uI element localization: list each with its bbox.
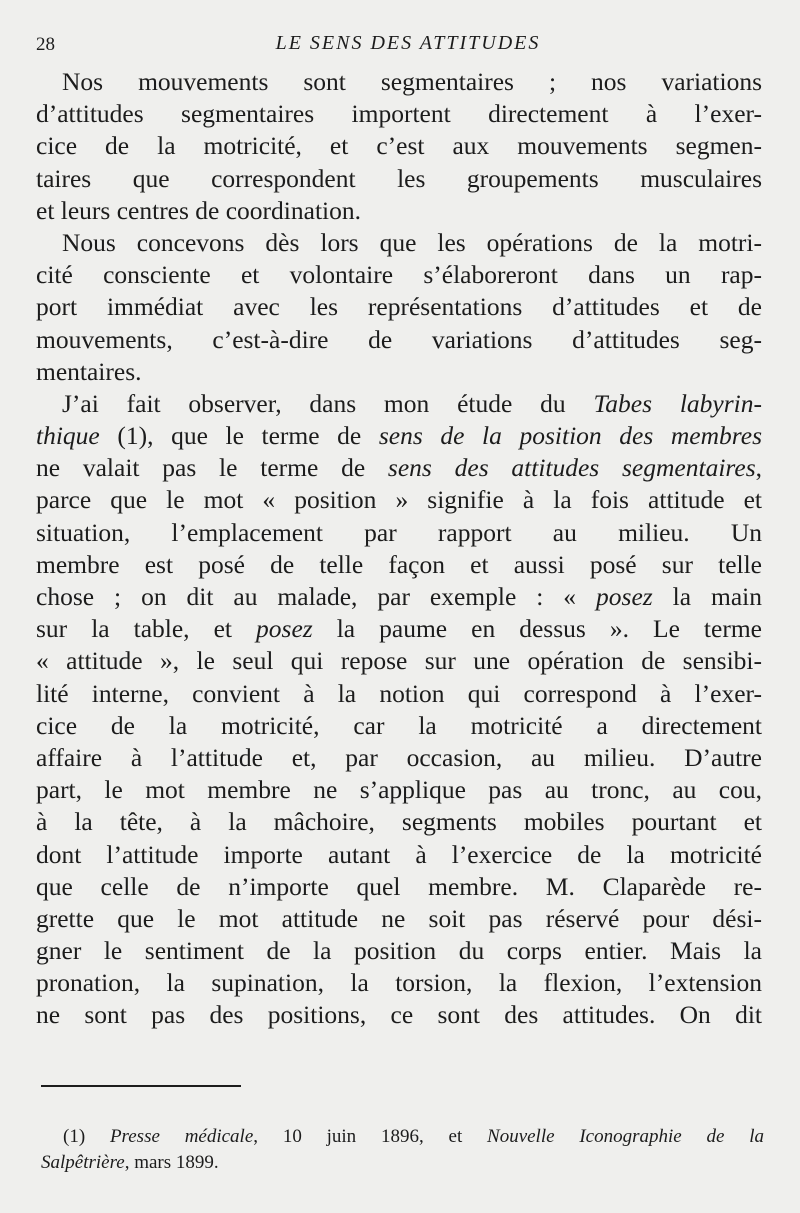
text-line: part, le mot membre ne s’applique pas au tronc, au cou, [36,775,762,805]
text-line: dont l’attitude importe autant à l’exercice de la motricité [36,839,762,869]
italic-title: Presse médicale [109,1126,254,1147]
text-line: port immédiat avec les représentations d’attitudes et de [36,292,762,322]
text-line: situation, l’emplacement par rapport au milieu. Un [36,517,762,547]
text-segment: chose ; on dit au malade, par exemple : « [36,582,597,611]
italic-term: sens des attitudes segmentaires [387,453,756,483]
italic-title: thique [36,421,100,451]
text-line: lité interne, convient à la notion qui correspond à l’exer- [36,678,762,708]
text-line [36,581,762,613]
text-line: parce que le mot « position » signifie à la fois attitude et [36,485,762,515]
text-segment: , 10 juin 1896, et [253,1126,488,1147]
text-line: cice de la motricité, car la motricité a directement [36,710,762,740]
text-line: et leurs centres de coordination. [36,195,362,225]
page-number: 28 [36,34,55,55]
text-segment: ne valait pas le terme de [36,453,388,483]
text-line [36,420,762,452]
text-line: Nous concevons dès lors que les opérations de la motri- [62,227,762,257]
italic-term: posez [256,614,313,644]
text-line: taires que correspondent les groupements musculaires [36,163,762,193]
running-title: LE SENS DES ATTITUDES [275,32,541,54]
italic-title: Salpêtrière [41,1152,125,1173]
text-line: grette que le mot attitude ne soit pas réservé pour dési- [36,903,762,933]
text-segment: , [755,453,762,483]
text-segment: J’ai fait observer, dans mon étude du [62,388,594,418]
text-line: affaire à l’attitude et, par occasion, au milieu. D’autre [36,742,762,772]
footnote-line [41,1150,764,1176]
italic-title: Nouvelle Iconographie de la [487,1126,765,1147]
text-segment: (1), que le terme de [99,421,379,451]
text-line: ne sont pas des positions, ce sont des attitudes. On dit [36,1000,762,1030]
footnote-line [41,1124,764,1150]
italic-term: sens de la position des membres [378,421,762,451]
text-line: mentaires. [36,356,142,386]
text-line: membre est posé de telle façon et aussi posé sur telle [36,549,762,579]
text-line: pronation, la supination, la torsion, la flexion, l’extension [36,968,762,998]
italic-title: Tabes labyrin- [593,388,762,418]
text-line [36,613,762,645]
text-line: d’attitudes segmentaires importent directement à l’exer- [36,99,762,129]
text-line: cité consciente et volontaire s’élaboreront dans un rap- [36,260,762,290]
text-line: que celle de n’importe quel membre. M. Claparède re- [36,871,762,901]
text-line: à la tête, à la mâchoire, segments mobiles pourtant et [36,807,762,837]
text-segment: sur la table, et [36,614,257,644]
text-segment: la paume en dessus ». Le terme [312,614,762,644]
body-text [36,66,762,1032]
text-line: gner le sentiment de la position du corps entier. Mais la [36,936,762,966]
text-segment: , mars 1899. [124,1152,219,1173]
footnote-marker: (1) [63,1126,110,1147]
text-line: « attitude », le seul qui repose sur une opération de sensibi- [36,646,762,676]
text-line [36,452,762,484]
page-header [36,32,760,60]
footnote-rule [41,1085,241,1087]
text-segment: la main [652,582,762,611]
italic-term: posez [596,582,653,611]
text-line: mouvements, c’est-à-dire de variations d’attitudes seg- [36,324,762,354]
text-line: Nos mouvements sont segmentaires ; nos variations [62,67,762,96]
text-line [36,388,762,420]
text-line: cice de la motricité, et c’est aux mouvements segmen- [36,131,762,161]
footnote [41,1124,764,1176]
